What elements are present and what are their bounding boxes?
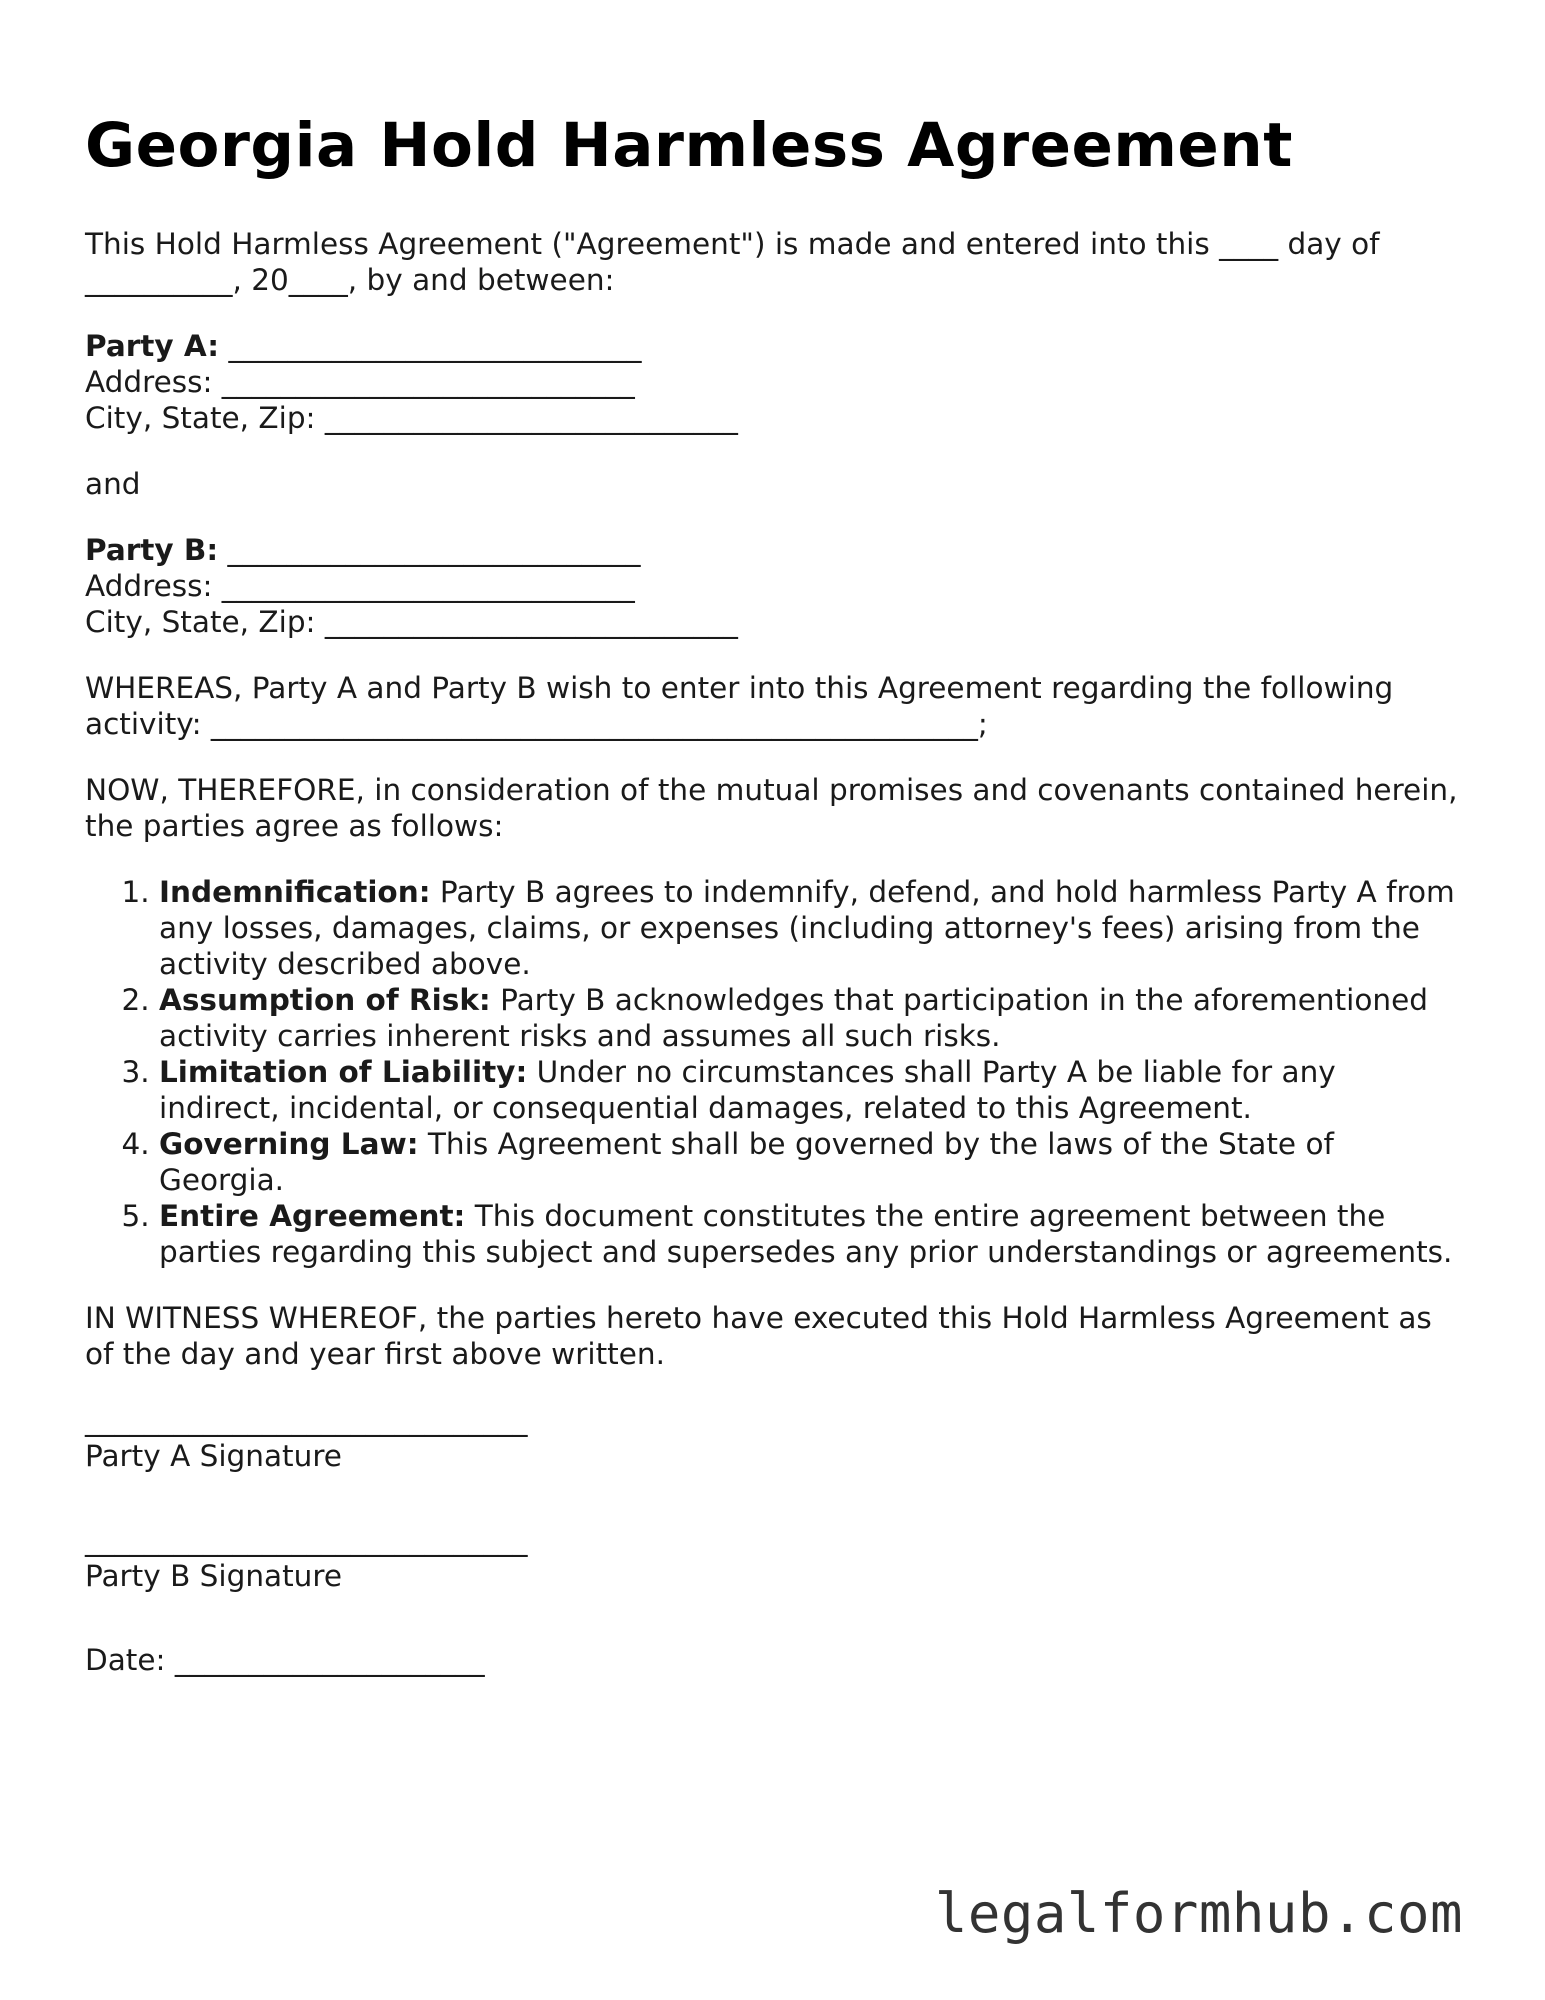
term-item-entire-agreement: [159, 1198, 1465, 1270]
party-b-signature-label: Party B Signature: [85, 1559, 343, 1593]
terms-list: [85, 874, 1465, 1270]
intro-paragraph: This Hold Harmless Agreement ("Agreement") is made and entered into this ____ day of __________, 20____, by and between:: [85, 227, 1389, 297]
document-page: [85, 108, 1465, 1678]
term-item-indemnification: [159, 874, 1465, 982]
term-text: Party B acknowledges that participation in the aforementioned activity carries inherent risks and assumes all such risks.: [159, 983, 1428, 1053]
and-text: and: [85, 467, 141, 501]
witness-paragraph: IN WITNESS WHEREOF, the parties hereto have executed this Hold Harmless Agreement as of the day and year first above written.: [85, 1301, 1442, 1371]
term-item-governing-law: [159, 1126, 1465, 1198]
now-therefore-paragraph: NOW, THEREFORE, in consideration of the mutual promises and covenants contained herein, the parties agree as follows:: [85, 773, 1467, 843]
term-text: This document constitutes the entire agreement between the parties regarding this subject and supersedes any prior understandings or agreements.: [159, 1199, 1453, 1269]
signature-line: ______________________________: [85, 1403, 528, 1437]
party-a-city-state-zip: City, State, Zip: ____________________________: [85, 401, 738, 435]
party-a-label: Party A:: [85, 329, 220, 363]
term-text: Under no circumstances shall Party A be liable for any indirect, incidental, or consequential damages, related to this Agreement.: [159, 1055, 1336, 1125]
party-b-name-blank: ____________________________: [218, 533, 641, 567]
date-line: Date: _____________________: [85, 1643, 485, 1677]
party-a-signature-block: [85, 1402, 1465, 1474]
footer-brand: legalformhub.com: [934, 1882, 1463, 1945]
term-item-assumption-of-risk: [159, 982, 1465, 1054]
party-b-label: Party B:: [85, 533, 219, 567]
signature-line: ______________________________: [85, 1523, 528, 1557]
party-a-name-line: [85, 328, 1465, 364]
whereas-paragraph: WHEREAS, Party A and Party B wish to enter into this Agreement regarding the following activity: ____________________________________________________;: [85, 671, 1403, 741]
party-a-address: Address: ____________________________: [85, 365, 635, 399]
document-title: Georgia Hold Harmless Agreement: [85, 110, 1293, 181]
term-text: Party B agrees to indemnify, defend, and hold harmless Party A from any losses, damages, claims, or expenses (including attorney's fees) arising from the activity described above.: [159, 875, 1455, 981]
term-item-limitation-of-liability: [159, 1054, 1465, 1126]
term-heading: Assumption of Risk:: [159, 983, 491, 1017]
party-b-city-state-zip: City, State, Zip: ____________________________: [85, 605, 738, 639]
term-heading: Entire Agreement:: [159, 1199, 466, 1233]
term-heading: Governing Law:: [159, 1127, 419, 1161]
party-b-signature-block: [85, 1522, 1465, 1594]
party-b-block: [85, 532, 1465, 640]
term-heading: Limitation of Liability:: [159, 1055, 528, 1089]
term-heading: Indemnification:: [159, 875, 431, 909]
party-a-block: [85, 328, 1465, 436]
party-b-name-line: [85, 532, 1465, 568]
party-a-signature-label: Party A Signature: [85, 1439, 342, 1473]
party-a-name-blank: ____________________________: [219, 329, 642, 363]
party-b-address: Address: ____________________________: [85, 569, 635, 603]
term-text: This Agreement shall be governed by the laws of the State of Georgia.: [159, 1127, 1334, 1197]
